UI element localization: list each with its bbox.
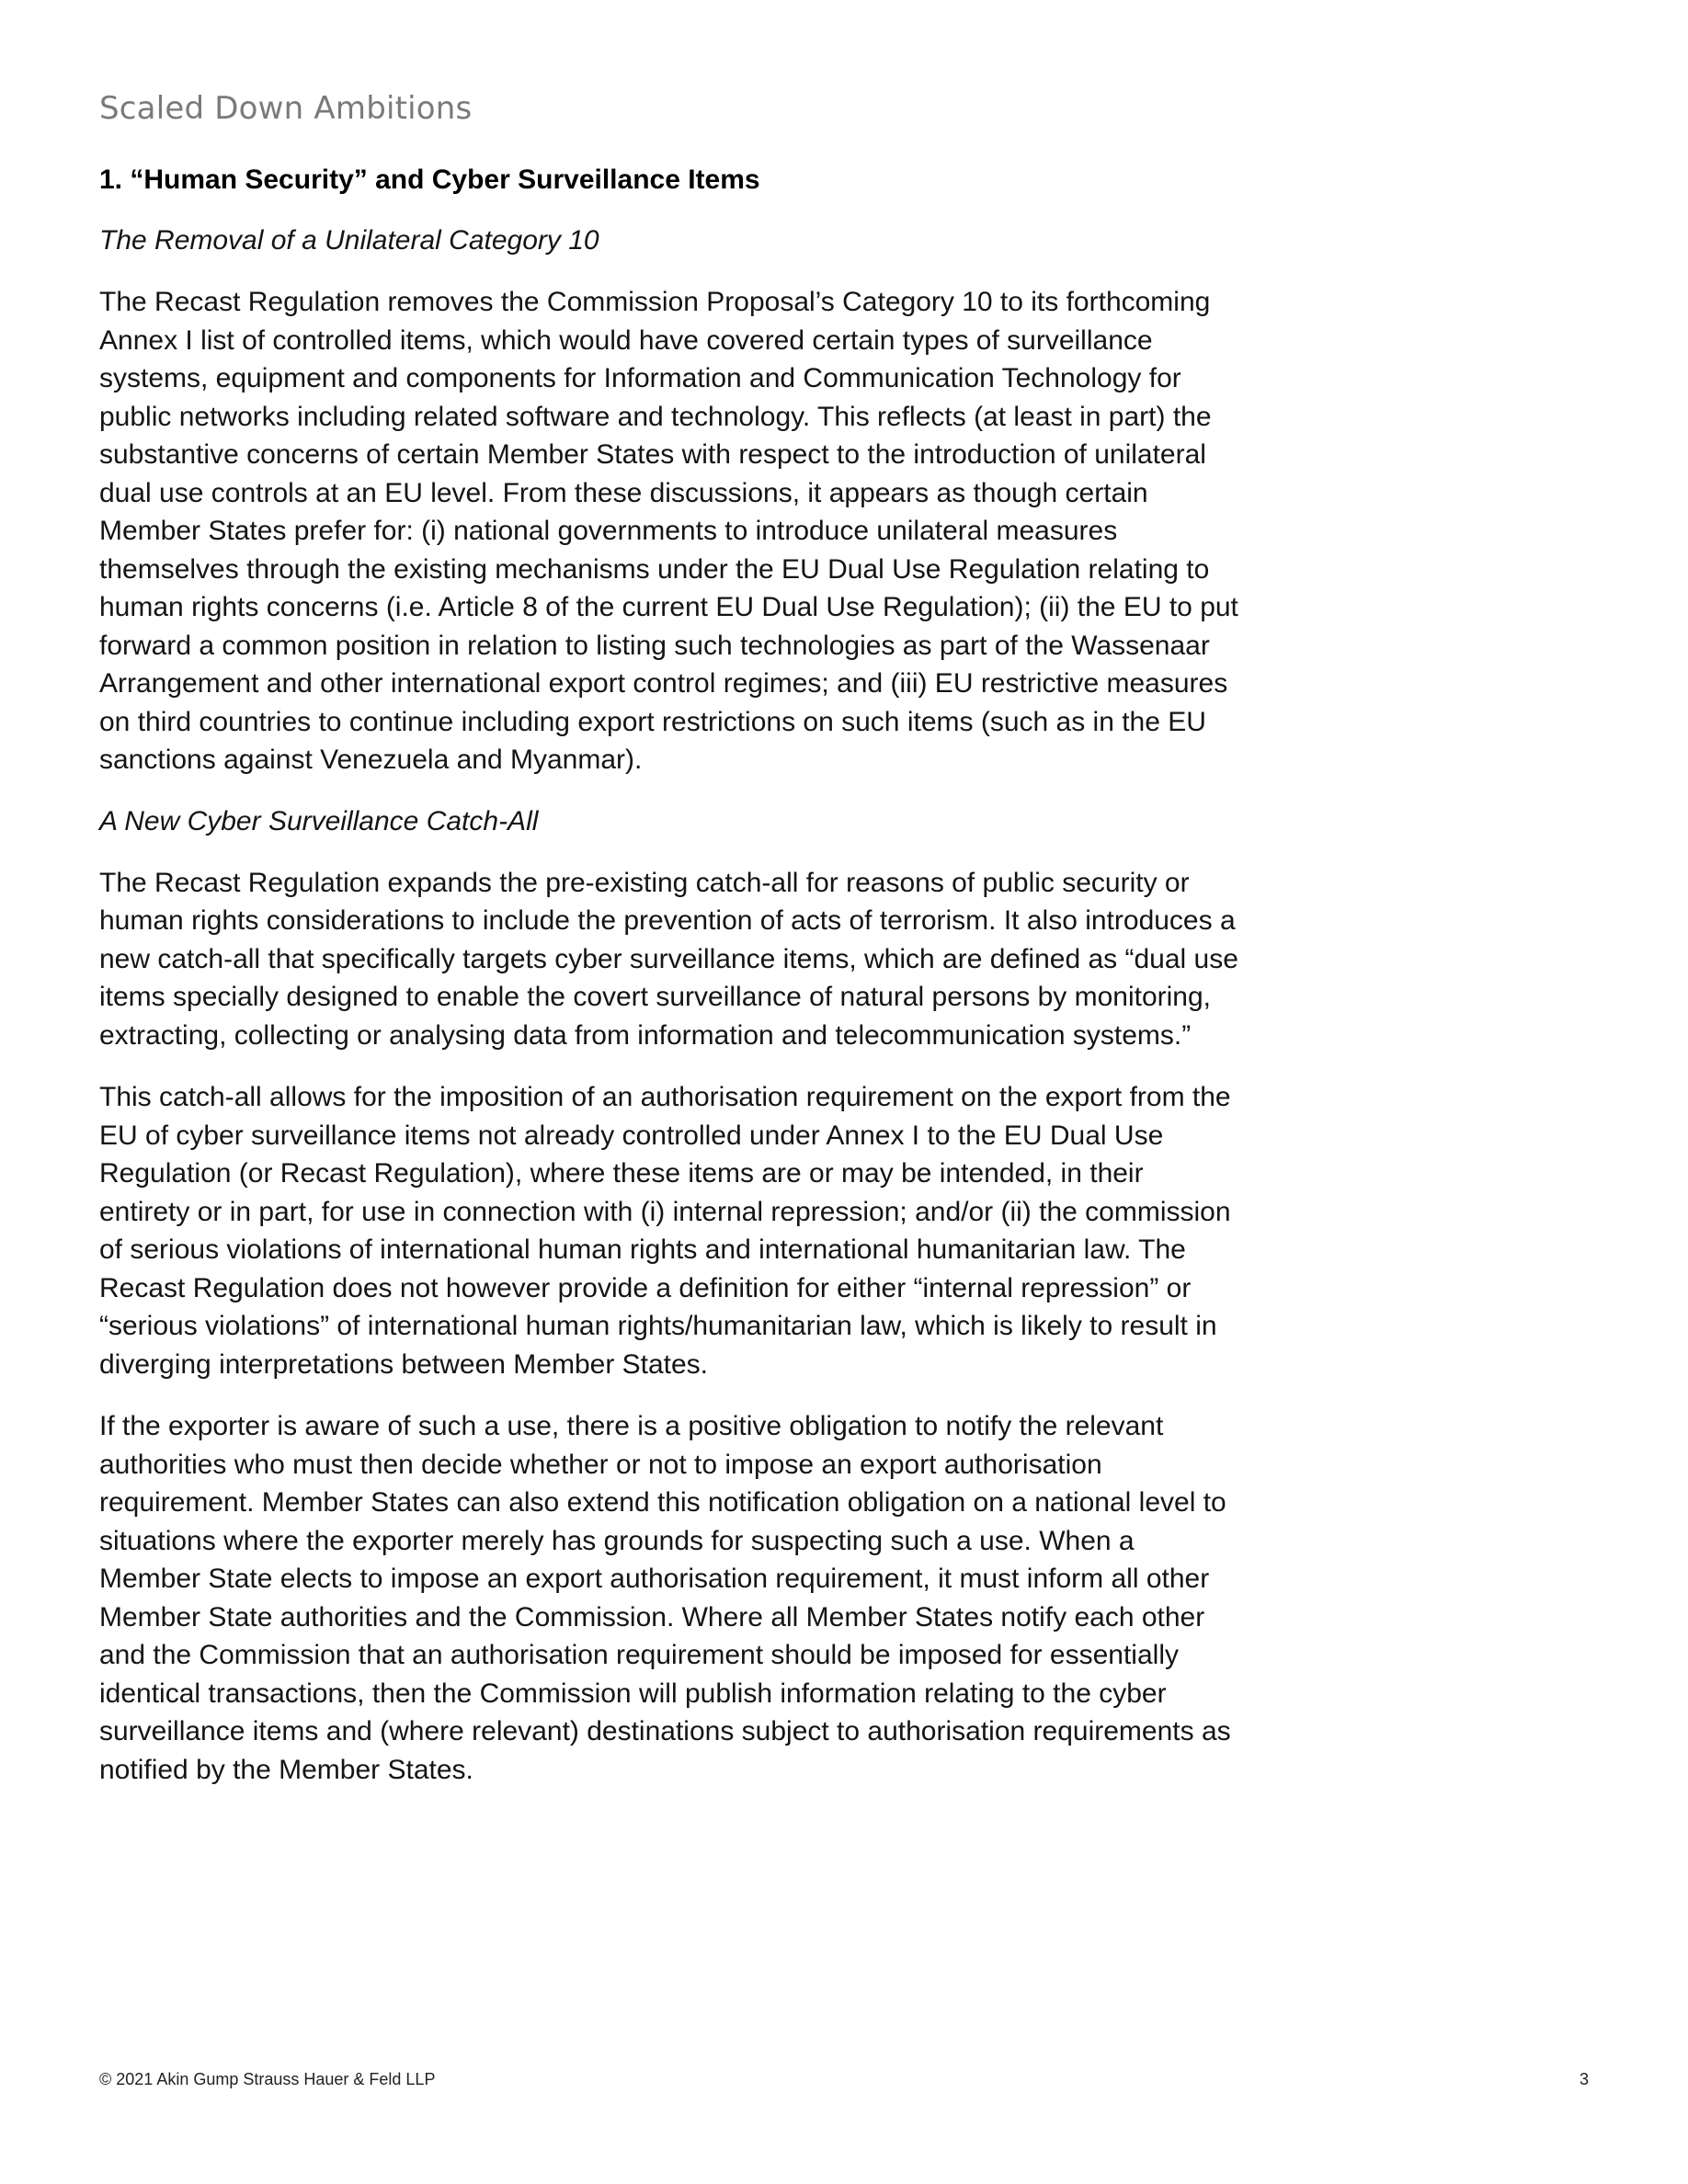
paragraph-3: This catch-all allows for the imposition of an authorisation requirement on the export from the EU of cyber surveillance items not already controlled under Annex I to the EU Dual Use Regulation (or Recast Regulation), where these items are or may be intended, in their entirety or in part, for use in connection with (i) internal repression; and/or (ii) the commission of serious violations of international human rights and international humanitarian law. The Recast Regulation does not however provide a definition for either “internal repression” or “serious violations” of international human rights/humanitarian law, which is likely to result in diverging interpretations between Member States.: [99, 1082, 1231, 1380]
paragraph-1: The Recast Regulation removes the Commission Proposal’s Category 10 to its forthcoming Annex I list of controlled items, which would have covered certain types of surveillance systems, equipment and components for Information and Communication Technology for public networks including related software and technology. This reflects (at least in part) the substantive concerns of certain Member States with respect to the introduction of unilateral dual use controls at an EU level. From these discussions, it appears as though certain Member States prefer for: (i) national governments to introduce unilateral measures themselves through the existing mechanisms under the EU Dual Use Regulation relating to human rights concerns (i.e. Article 8 of the current EU Dual Use Regulation); (ii) the EU to put forward a common position in relation to listing such technologies as part of the Wassenaar Arrangement and other international export control regimes; and (iii) EU restrictive measures on third countries to continue including export restrictions on such items (such as in the EU sanctions against Venezuela and Myanmar).: [99, 287, 1238, 775]
document-page: [99, 90, 1239, 1813]
subheading-cyber-catch-all: A New Cyber Surveillance Catch-All: [99, 805, 539, 836]
footer-copyright: © 2021 Akin Gump Strauss Hauer & Feld LLP: [99, 2070, 436, 2088]
paragraph-2: The Recast Regulation expands the pre-existing catch-all for reasons of public security or human rights considerations to include the prevention of acts of terrorism. It also introduces a new catch-all that specifically targets cyber surveillance items, which are defined as “dual use items specially designed to enable the covert surveillance of natural persons by monitoring, extracting, collecting or analysing data from information and telecommunication systems.”: [99, 867, 1238, 1051]
paragraph-4: If the exporter is aware of such a use, there is a positive obligation to notify the relevant authorities who must then decide whether or not to impose an export authorisation requirement. Member States can also extend this notification obligation on a national level to situations where the exporter merely has grounds for suspecting such a use. When a Member State elects to impose an export authorisation requirement, it must inform all other Member State authorities and the Commission. Where all Member States notify each other and the Commission that an authorisation requirement should be imposed for essentially identical transactions, then the Commission will publish information relating to the cyber surveillance items and (where relevant) destinations subject to authorisation requirements as notified by the Member States.: [99, 1411, 1231, 1785]
section-title: Scaled Down Ambitions: [99, 90, 473, 127]
page-number: 3: [1579, 2070, 1589, 2088]
section-heading: 1. “Human Security” and Cyber Surveillance Items: [99, 165, 760, 195]
subheading-removal-category-10: The Removal of a Unilateral Category 10: [99, 225, 599, 256]
